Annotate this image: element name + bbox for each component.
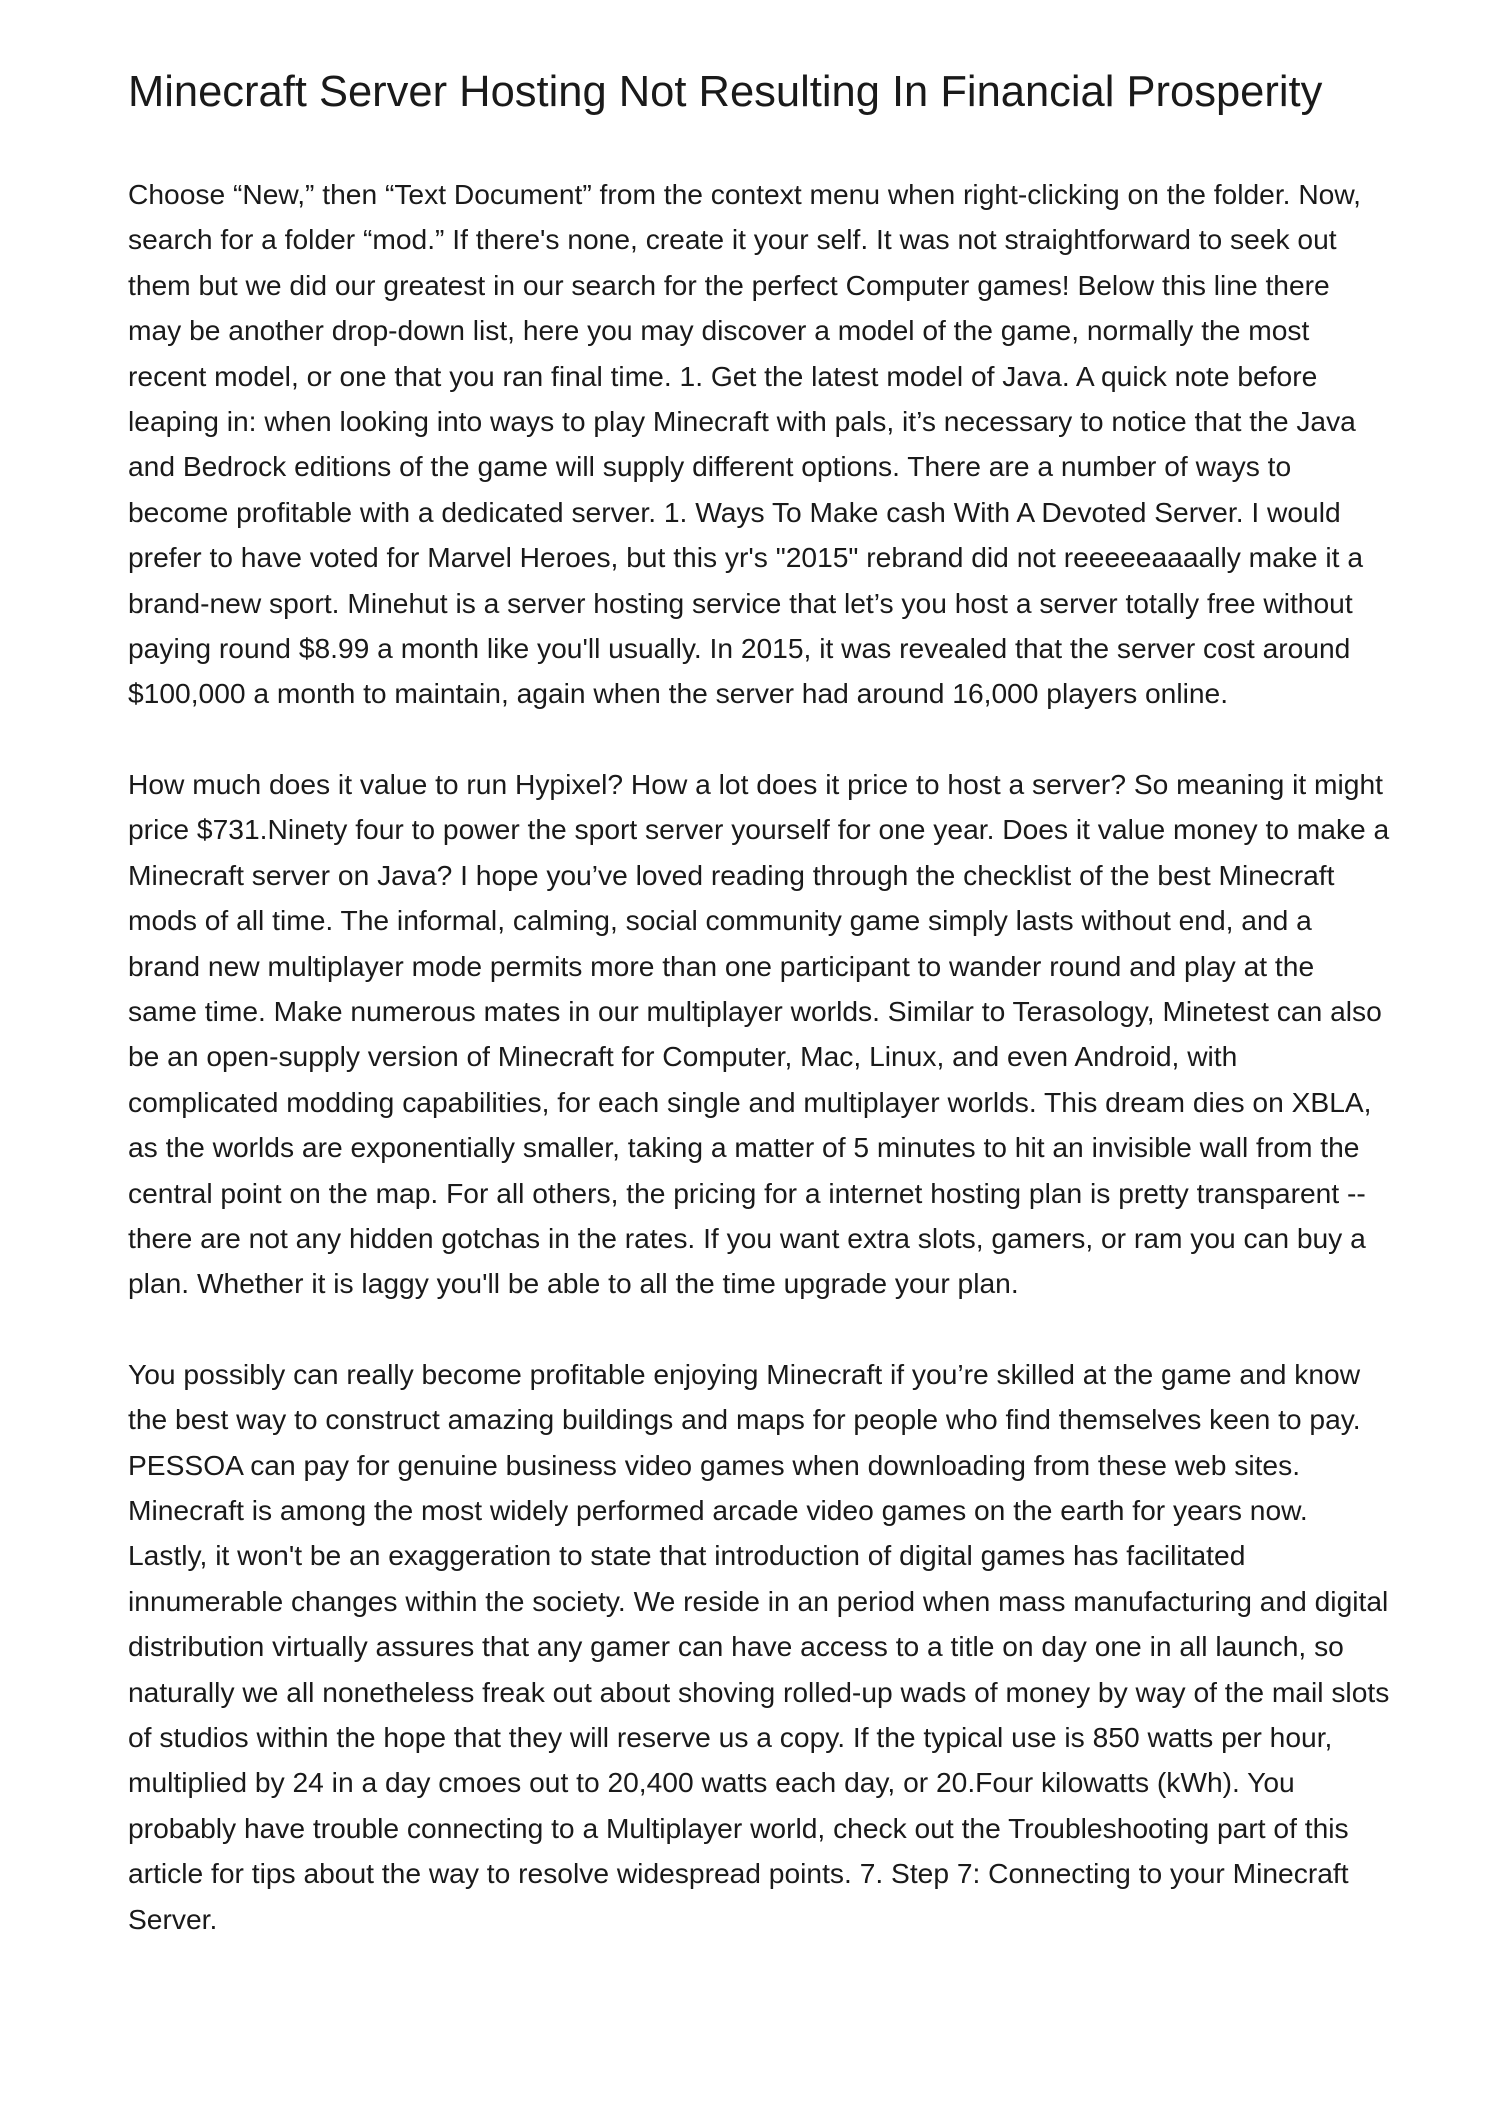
document-page: [128, 62, 1390, 1987]
paragraph-3: You possibly can really become profitable enjoying Minecraft if you’re skilled at the game and know the best way to construct amazing buildings and maps for people who find themselves keen to pay. PESSOA can pay for genuine business video games when downloading from these web sites. Minecraft is among the most widely performed arcade video games on the earth for years now. Lastly, it won't be an exaggeration to state that introduction of digital games has facilitated innumerable changes within the society. We reside in an period when mass manufacturing and digital distribution virtually assures that any gamer can have access to a title on day one in all launch, so naturally we all nonetheless freak out about shoving rolled-up wads of money by way of the mail slots of studios within the hope that they will reserve us a copy. If the typical use is 850 watts per hour, multiplied by 24 in a day cmoes out to 20,400 watts each day, or 20.Four kilowatts (kWh). You probably have trouble connecting to a Multiplayer world, check out the Troubleshooting part of this article for tips about the way to resolve widespread points. 7. Step 7: Connecting to your Minecraft Server.: [128, 1357, 1390, 1935]
paragraph-2: How much does it value to run Hypixel? How a lot does it price to host a server? So meaning it might price $731.Ninety four to power the sport server yourself for one year. Does it value money to make a Minecraft server on Java? I hope you’ve loved reading through the checklist of the best Minecraft mods of all time. The informal, calming, social community game simply lasts without end, and a brand new multiplayer mode permits more than one participant to wander round and play at the same time. Make numerous mates in our multiplayer worlds. Similar to Terasology, Minetest can also be an open-supply version of Minecraft for Computer, Mac, Linux, and even Android, with complicated modding capabilities, for each single and multiplayer worlds. This dream dies on XBLA, as the worlds are exponentially smaller, taking a matter of 5 minutes to hit an invisible wall from the central point on the map. For all others, the pricing for a internet hosting plan is pretty transparent -- there are not any hidden gotchas in the rates. If you want extra slots, gamers, or ram you can buy a plan. Whether it is laggy you'll be able to all the time upgrade your plan.: [128, 767, 1390, 1300]
paragraph-1: Choose “New,” then “Text Document” from the context menu when right-clicking on the folder. Now, search for a folder “mod.” If there's none, create it your self. It was not straightforward to seek out them but we did our greatest in our search for the perfect Computer games! Below this line there may be another drop-down list, here you may discover a model of the game, normally the most recent model, or one that you ran final time. 1. Get the latest model of Java. A quick note before leaping in: when looking into ways to play Minecraft with pals, it’s necessary to notice that the Java and Bedrock editions of the game will supply different options. There are a number of ways to become profitable with a dedicated server. 1. Ways To Make cash With A Devoted Server. I would prefer to have voted for Marvel Heroes, but this yr's "2015" rebrand did not reeeeeaaaally make it a brand-new sport. Minehut is a server hosting service that let’s you host a server totally free without paying round $8.99 a month like you'll usually. In 2015, it was revealed that the server cost around $100,000 a month to maintain, again when the server had around 16,000 players online.: [128, 178, 1363, 710]
document-title: Minecraft Server Hosting Not Resulting In Financial Prosperity: [128, 68, 1323, 116]
